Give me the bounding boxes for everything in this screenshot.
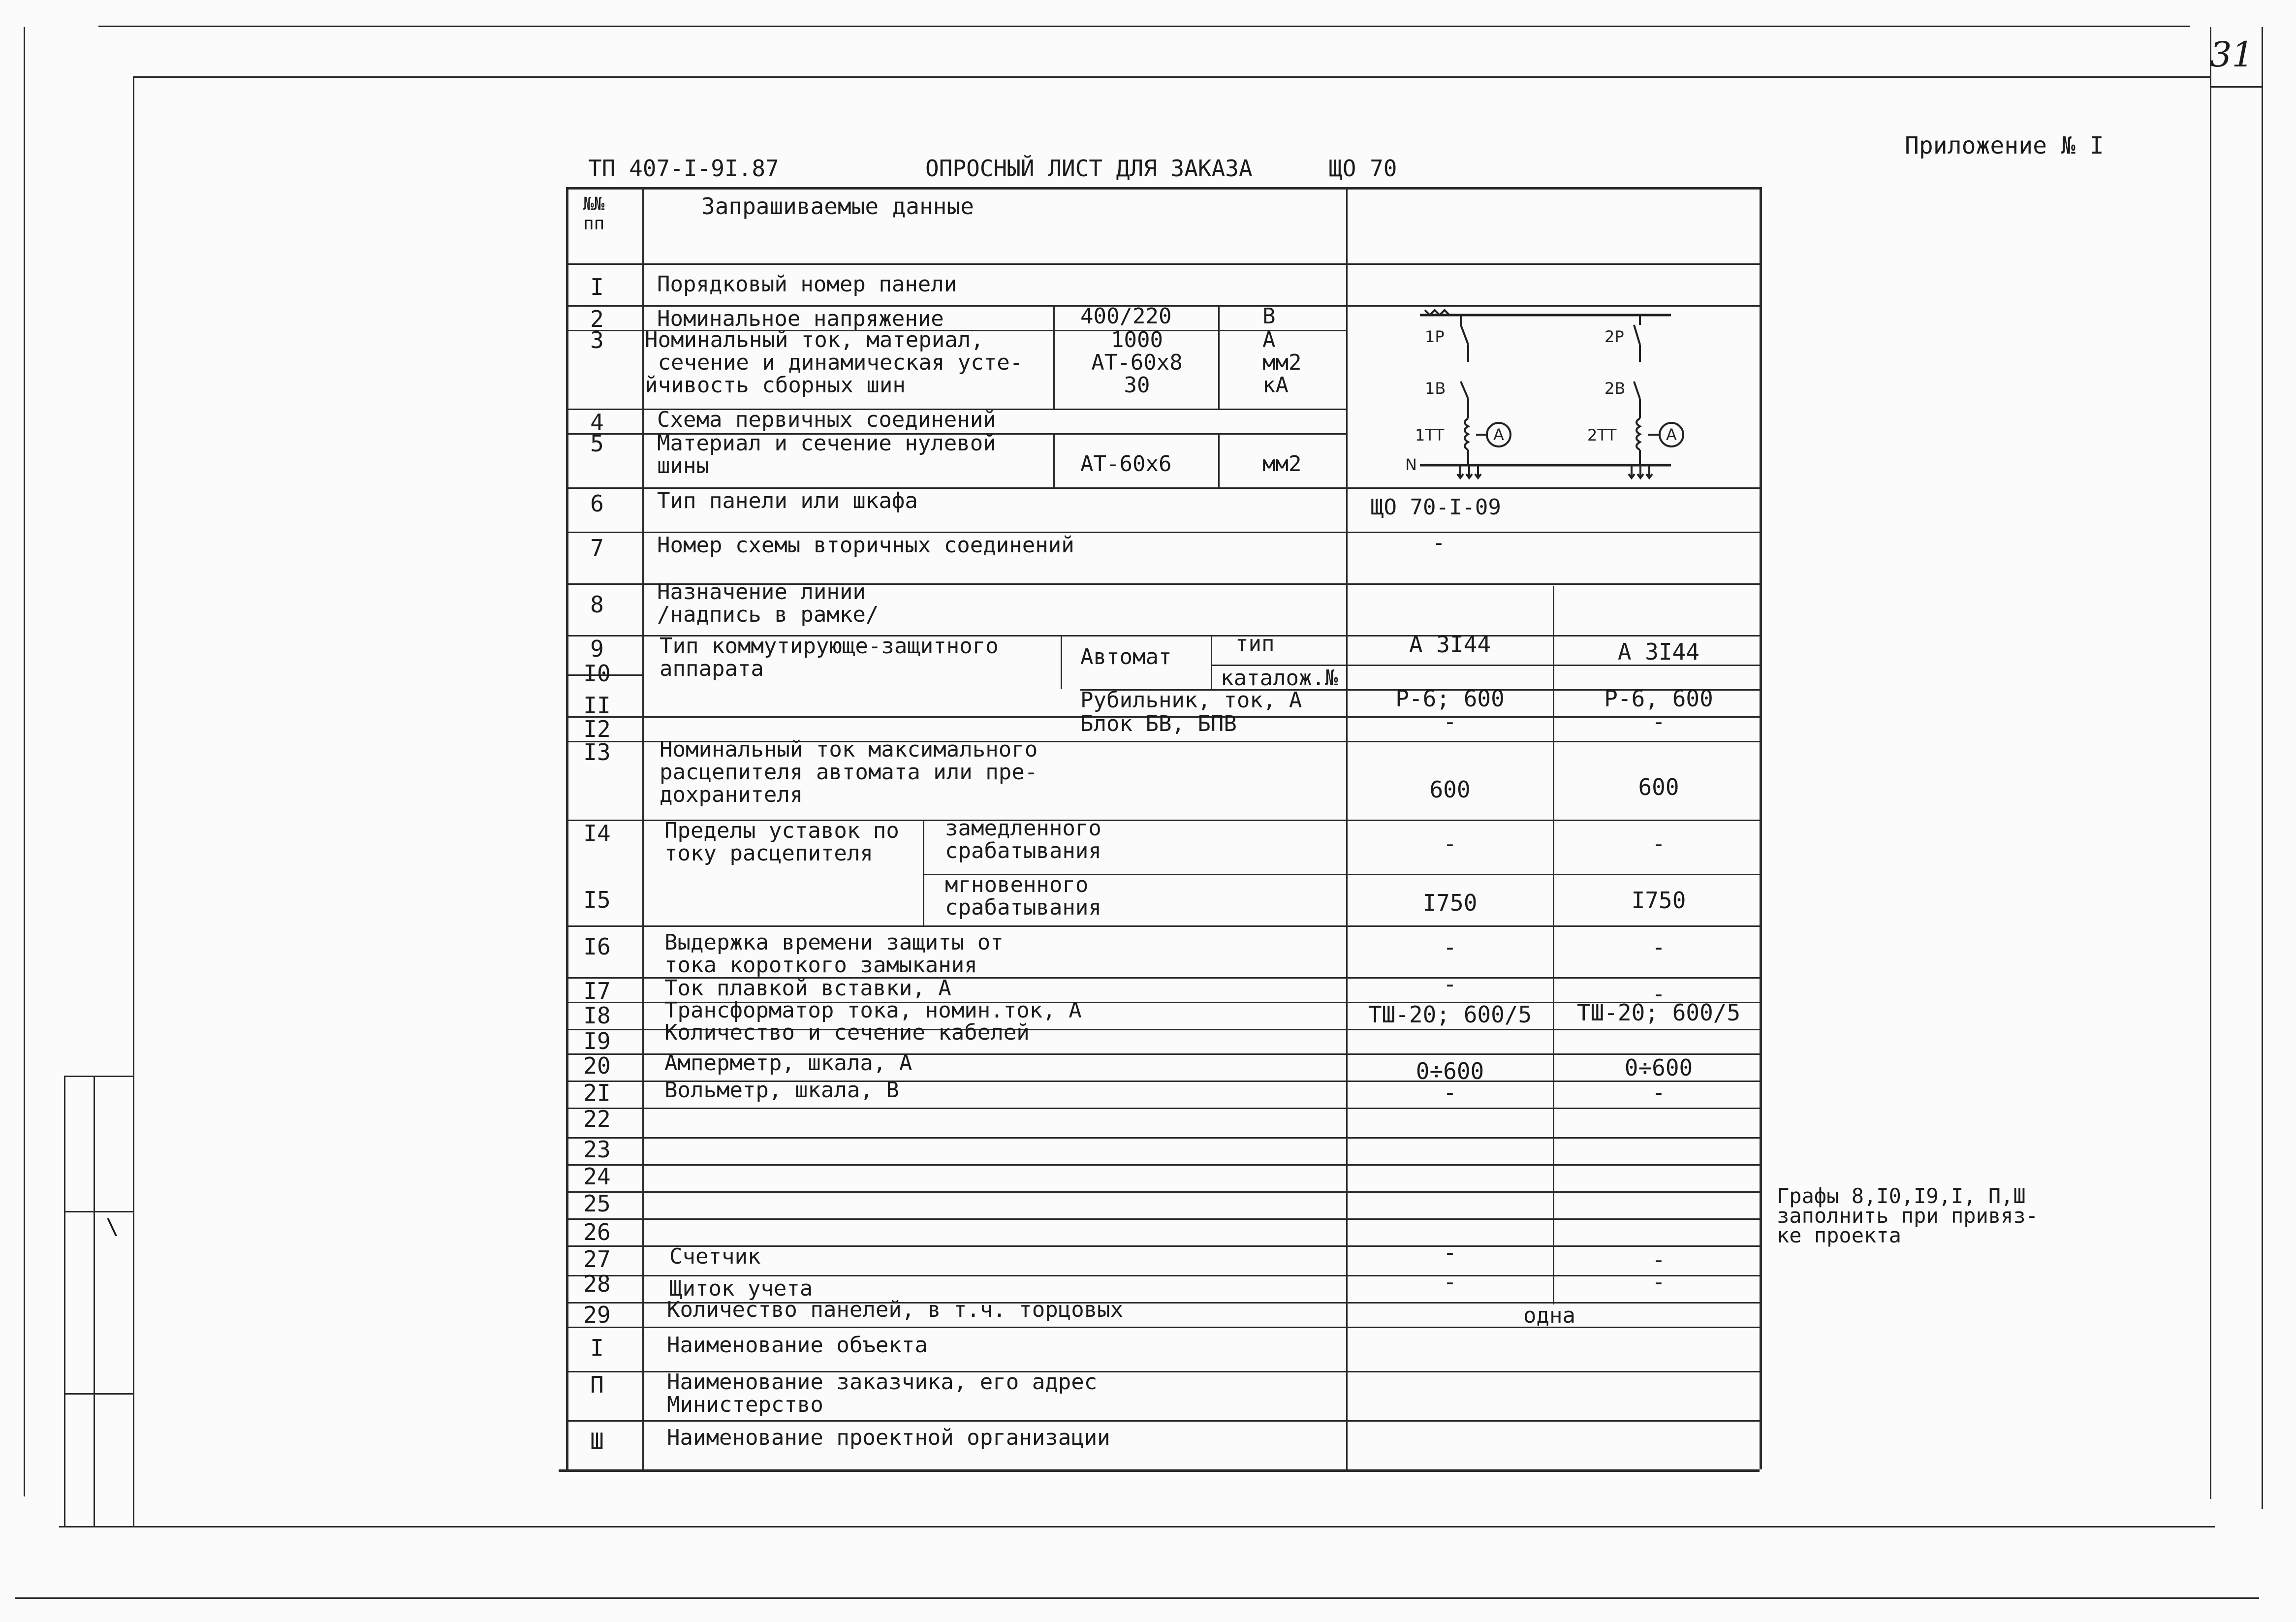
row-number: II (583, 692, 611, 719)
margin-mark: \ (106, 1214, 119, 1240)
row-number: 22 (583, 1106, 611, 1132)
binding-strip-line (64, 1393, 133, 1395)
row-number: П (590, 1371, 604, 1398)
row-label: Наименование заказчика, его адрес Министерство (667, 1369, 1098, 1417)
diagram-label: 2Р (1604, 327, 1624, 346)
line1-value: Р-6; 600 (1395, 685, 1505, 712)
row-number: 27 (583, 1246, 611, 1272)
diagram-label: 1В (1425, 379, 1446, 398)
row-sub-label: Автомат (1080, 644, 1172, 669)
row-label: Материал и сечение нулевой шины (657, 431, 996, 478)
row-label: Трансформатор тока, номин.ток, А (664, 998, 1082, 1023)
line1-value: - (1443, 1079, 1457, 1106)
row-number: I (590, 274, 604, 300)
row-number: 5 (590, 430, 604, 457)
row-label: Амперметр, шкала, А (664, 1050, 912, 1076)
row-label: Количество и сечение кабелей (664, 1020, 1030, 1045)
row-number: I3 (583, 739, 611, 765)
row-number: I9 (583, 1028, 611, 1054)
row-number: 9 (590, 636, 604, 662)
row-label: Номинальный ток, материал, сечение и динамическая усте- йчивость сборных шин (645, 327, 1023, 398)
row-number: 26 (583, 1219, 611, 1245)
line2-value: - (1652, 1269, 1666, 1295)
diagram-label: 1Р (1425, 327, 1445, 346)
diagram-label: N (1405, 455, 1417, 474)
row-number: 29 (583, 1302, 611, 1328)
row-label: Схема первичных соединений (657, 407, 996, 432)
line2-value: - (1652, 1246, 1666, 1273)
row-value: 1000 АТ-60х8 30 (1091, 327, 1183, 398)
row-label: Выдержка времени защиты от тока короткого замыкания (664, 930, 1004, 978)
row-sub-label: замедленного срабатывания (945, 816, 1101, 863)
primary-circuit-diagram (1356, 308, 1750, 500)
row-label: Наименование объекта (667, 1333, 928, 1358)
row-label: Количество панелей, в т.ч. торцовых (667, 1297, 1124, 1322)
row-sub-label: тип (1235, 631, 1275, 656)
row-number: Ш (590, 1428, 604, 1455)
row-label: Вольметр, шкала, В (664, 1078, 899, 1103)
row-number: 4 (590, 409, 604, 436)
line2-value: 600 (1638, 774, 1679, 800)
column-header-number: №№ пп (583, 194, 605, 234)
row-number: 2I (583, 1080, 611, 1106)
line2-value: - (1652, 1079, 1666, 1106)
row-number: I4 (583, 820, 611, 847)
diagram-label: 1ТТ (1415, 426, 1445, 445)
frame-left-line (133, 76, 134, 1526)
diagram-label: 2В (1604, 379, 1626, 398)
row-label: Счетчик (669, 1244, 761, 1269)
row-number: I (590, 1335, 604, 1361)
row-number: I5 (583, 887, 611, 913)
ammeter-symbol: А (1493, 425, 1504, 444)
row-number: I0 (583, 660, 611, 687)
line2-value: - (1652, 981, 1666, 1007)
document-code: ТП 407-I-9I.87 (588, 155, 779, 182)
line2-value: - (1652, 934, 1666, 960)
line1-value: - (1443, 971, 1457, 997)
row-label: Щиток учета (669, 1276, 813, 1301)
row-number: 3 (590, 327, 604, 353)
panel-type-value: ЩО 70-I-09 (1371, 495, 1501, 520)
row-number: 2 (590, 306, 604, 332)
row-label: Тип коммутирующе-защитного аппарата (660, 634, 999, 681)
page-number-box-line (2210, 86, 2262, 88)
line2-value: А 3I44 (1617, 638, 1700, 665)
row-number: I8 (583, 1002, 611, 1029)
row-sub-label: Рубильник, ток, А (1080, 688, 1302, 713)
page-bottom-line (15, 1597, 2259, 1599)
line1-value: 0÷600 (1415, 1058, 1484, 1084)
row-value: АТ-60х6 (1080, 451, 1172, 477)
row-unit: мм2 (1262, 451, 1302, 477)
panel-type-heading: ЩО 70 (1329, 155, 1397, 182)
line2-value: I750 (1631, 887, 1686, 914)
row-number: 28 (583, 1271, 611, 1297)
line2-value: Р-6, 600 (1604, 685, 1713, 712)
document-title: ОПРОСНЫЙ ЛИСТ ДЛЯ ЗАКАЗА (925, 155, 1253, 182)
row-label: Порядковый номер панели (657, 272, 957, 297)
row-number: I2 (583, 716, 611, 742)
binding-strip-line (64, 1211, 133, 1212)
line1-value: А 3I44 (1409, 631, 1491, 658)
frame-outer-right-line (2262, 27, 2263, 1509)
column-header-data: Запрашиваемые данные (701, 193, 974, 220)
left-edge-line (24, 27, 25, 1496)
ammeter-symbol: А (1666, 425, 1677, 444)
line1-value: - (1443, 934, 1457, 960)
line1-value: - (1443, 830, 1457, 857)
binding-strip-line (64, 1076, 65, 1526)
row-label: Пределы уставок по току расцепителя (664, 818, 899, 866)
line1-value: ТШ-20; 600/5 (1368, 1001, 1532, 1028)
side-note: Графы 8,I0,I9,I, П,Ш заполнить при привяз- ке проекта (1777, 1184, 2039, 1247)
line1-value: - (1443, 1239, 1457, 1266)
row-label: Наименование проектной организации (667, 1425, 1110, 1450)
row-label: Тип панели или шкафа (657, 488, 918, 513)
row-sub-label: мгновенного срабатывания (945, 872, 1101, 920)
line2-value: ТШ-20; 600/5 (1576, 999, 1741, 1026)
line2-value: - (1652, 830, 1666, 857)
panel-count-value: одна (1523, 1303, 1575, 1328)
frame-bottom-line (59, 1526, 2215, 1527)
top-edge-line (98, 26, 2190, 27)
row-number: 7 (590, 535, 604, 561)
line1-value: - (1443, 1269, 1457, 1295)
row-label: Номинальный ток максимального расцепителя автомата или пре- дохранителя (660, 737, 1038, 807)
row-sub-label: каталож.№ (1221, 666, 1338, 691)
row-number: 6 (590, 490, 604, 517)
row-label: Назначение линии /надпись в рамке/ (657, 579, 879, 627)
diagram-label: 2ТТ (1587, 426, 1617, 445)
row-unit: В (1262, 304, 1276, 329)
row-number: 8 (590, 591, 604, 618)
line2-value: - (1652, 708, 1666, 735)
row-label: Ток плавкой вставки, А (664, 976, 951, 1001)
row-number: 24 (583, 1163, 611, 1190)
row-sub-label: Блок БВ, БПВ (1080, 711, 1237, 736)
frame-right-line (2210, 27, 2211, 1499)
line1-value: - (1443, 708, 1457, 735)
appendix-label: Приложение № I (1905, 132, 2104, 159)
row-label: Номер схемы вторичных соединений (657, 533, 1074, 558)
row-number: I6 (583, 933, 611, 960)
row-label: Номинальное напряжение (657, 306, 944, 331)
row-number: 20 (583, 1052, 611, 1079)
row-value: - (1432, 530, 1446, 555)
row-number: 25 (583, 1190, 611, 1217)
binding-strip-line (94, 1076, 95, 1526)
row-number: 23 (583, 1136, 611, 1163)
row-number: I7 (583, 978, 611, 1004)
page-number: 31 (2210, 34, 2254, 75)
line1-value: I750 (1422, 890, 1478, 916)
row-value: 400/220 (1080, 304, 1172, 329)
row-unit: А мм2 кА (1262, 327, 1302, 398)
frame-top-line (133, 76, 2210, 78)
line1-value: 600 (1429, 776, 1471, 803)
binding-strip-line (64, 1076, 133, 1077)
line2-value: 0÷600 (1624, 1054, 1693, 1081)
